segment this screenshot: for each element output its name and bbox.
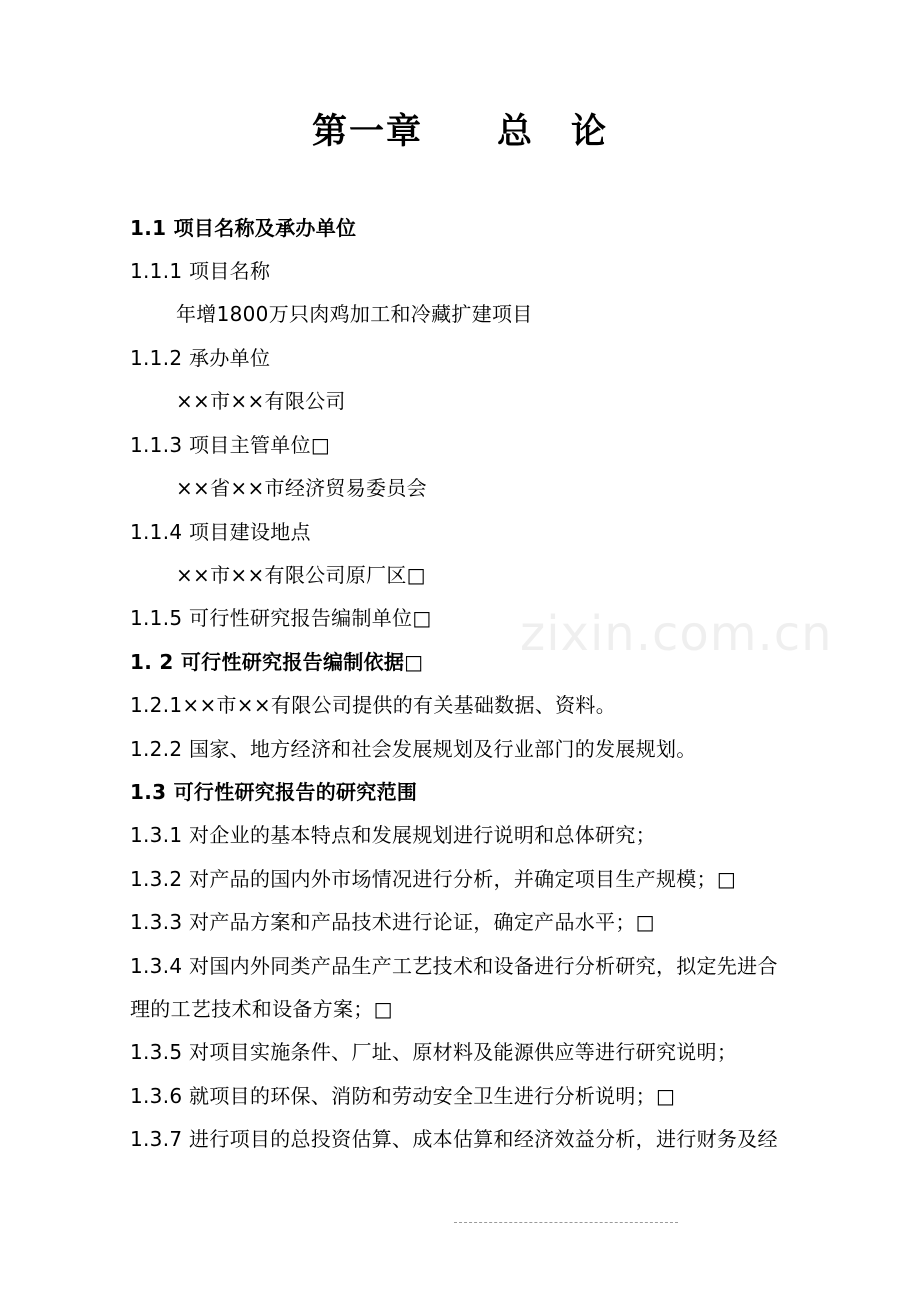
scope-item-2: 1.3.2 对产品的国内外市场情况进行分析，并确定项目生产规模；□ — [130, 867, 737, 891]
heading-1-1-1: 1.1.1 项目名称 — [130, 259, 271, 283]
basis-item-2: 1.2.2 国家、地方经济和社会发展规划及行业部门的发展规划。 — [130, 737, 697, 761]
project-name: 年增1800万只肉鸡加工和冷藏扩建项目 — [176, 302, 533, 326]
scope-item-5: 1.3.5 对项目实施条件、厂址、原材料及能源供应等进行研究说明； — [130, 1040, 738, 1064]
scope-item-6: 1.3.6 就项目的环保、消防和劳动安全卫生进行分析说明；□ — [130, 1084, 676, 1108]
construction-site: ××市××有限公司原厂区□ — [176, 563, 426, 587]
scope-item-4: 1.3.4 对国内外同类产品生产工艺技术和设备进行分析研究，拟定先进合 — [130, 954, 778, 978]
chapter-title: 第一章 总 论 — [311, 112, 608, 152]
scope-item-7: 1.3.7 进行项目的总投资估算、成本估算和经济效益分析，进行财务及经 — [130, 1127, 778, 1151]
heading-1-1: 1.1 项目名称及承办单位 — [130, 216, 357, 240]
footer-divider — [454, 1222, 678, 1223]
heading-1-3: 1.3 可行性研究报告的研究范围 — [130, 780, 418, 804]
heading-1-1-3: 1.1.3 项目主管单位□ — [130, 433, 331, 457]
basis-item-1: 1.2.1××市××有限公司提供的有关基础数据、资料。 — [130, 693, 617, 717]
heading-1-1-5: 1.1.5 可行性研究报告编制单位□ — [130, 606, 432, 630]
heading-1-1-2: 1.1.2 承办单位 — [130, 346, 271, 370]
heading-1-1-4: 1.1.4 项目建设地点 — [130, 520, 311, 544]
scope-item-4-cont: 理的工艺技术和设备方案；□ — [130, 997, 393, 1021]
undertaking-unit: ××市××有限公司 — [176, 389, 346, 413]
scope-item-3: 1.3.3 对产品方案和产品技术进行论证，确定产品水平；□ — [130, 910, 655, 934]
scope-item-1: 1.3.1 对企业的基本特点和发展规划进行说明和总体研究； — [130, 823, 656, 847]
heading-1-2: 1. 2 可行性研究报告编制依据□ — [130, 650, 424, 674]
watermark: zixin.com.cn — [520, 606, 833, 662]
supervising-unit: ××省××市经济贸易委员会 — [176, 476, 427, 500]
